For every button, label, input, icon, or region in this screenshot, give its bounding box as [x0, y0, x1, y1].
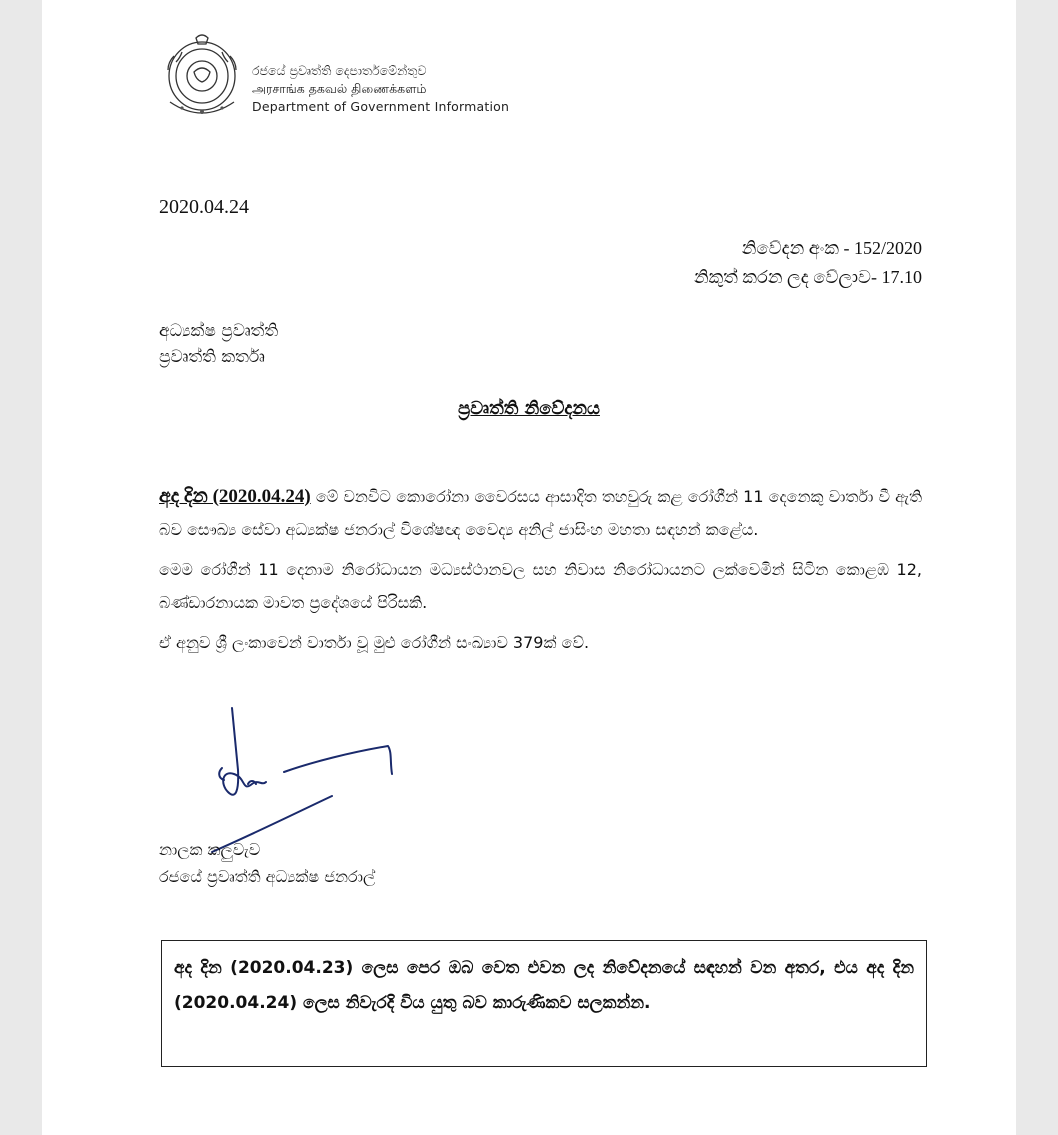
dept-name-english: Department of Government Information	[252, 99, 510, 114]
dept-name-tamil: அரசாங்க தகவல் திணைக்களம்	[252, 81, 427, 96]
letterhead	[160, 32, 580, 128]
recipient-line-2: ප්‍රවෘත්ති කර්තෘ	[159, 347, 265, 367]
document-page	[42, 0, 1016, 1135]
recipient-line-1: අධ්‍යක්ෂ ප්‍රවෘත්ති	[159, 321, 279, 341]
body-paragraph-2: මෙම රෝගීන් 11 දෙනාම නිරෝධායන මධ්‍යස්ථානවල සහ නිවාස නිරෝධායනට ලක්වෙමින් සිටින කොළඹ 12, බණ්ඩාරනායක මාවත ප්‍රදේශයේ පිරිසකි.	[159, 560, 922, 612]
sri-lanka-emblem-icon	[160, 32, 244, 118]
notice-number: නිවේදන අංක - 152/2020	[741, 238, 922, 258]
paragraph-1-text: මේ වනවිට කොරෝනා වෛරසය ආසාදිත තහවුරු කළ රෝගීන් 11 දෙනෙකු වාර්තා වී ඇති බව සෞඛ්‍ය සේවා අධ්‍යක්ෂ ජනරාල් විශේෂඥ වෛද්‍ය අනිල් ජාසිංහ මහතා සඳහන් කළේය.	[159, 487, 922, 539]
release-time: නිකුත් කරන ලද වේලාව- 17.10	[694, 267, 922, 287]
signatory-name: නාලක කලුවැව	[159, 840, 261, 859]
reference-block	[694, 234, 922, 292]
document-date: 2020.04.24	[159, 196, 249, 218]
signatory-block	[159, 836, 375, 890]
body-paragraph-3: ඒ අනුව ශ්‍රී ලංකාවෙන් වාර්තා වූ මුළු රෝගීන් සංඛ්‍යාව 379ක් වේ.	[159, 633, 590, 652]
correction-notice-box: අද දින (2020.04.23) ලෙස පෙර ඔබ වෙත එවන ලද නිවේදනයේ සඳහන් වන අතර, එය අද දින (2020.04.24) ලෙස නිවැරදි විය යුතු බව කාරුණිකව සලකන්න.	[161, 940, 927, 1067]
body-paragraph-1	[159, 480, 922, 546]
press-release-body	[159, 480, 922, 666]
signatory-designation: රජයේ ප්‍රවෘත්ති අධ්‍යක්ෂ ජනරාල්	[159, 867, 376, 886]
document-title: ප්‍රවෘත්ති නිවේදනය	[458, 398, 600, 419]
dept-name-sinhala: රජයේ ප්‍රවෘත්ති දෙපාර්තමේන්තුව	[252, 63, 427, 78]
department-name	[252, 62, 509, 116]
recipients	[159, 318, 278, 370]
highlighted-date: අද දින (2020.04.24)	[159, 486, 311, 507]
